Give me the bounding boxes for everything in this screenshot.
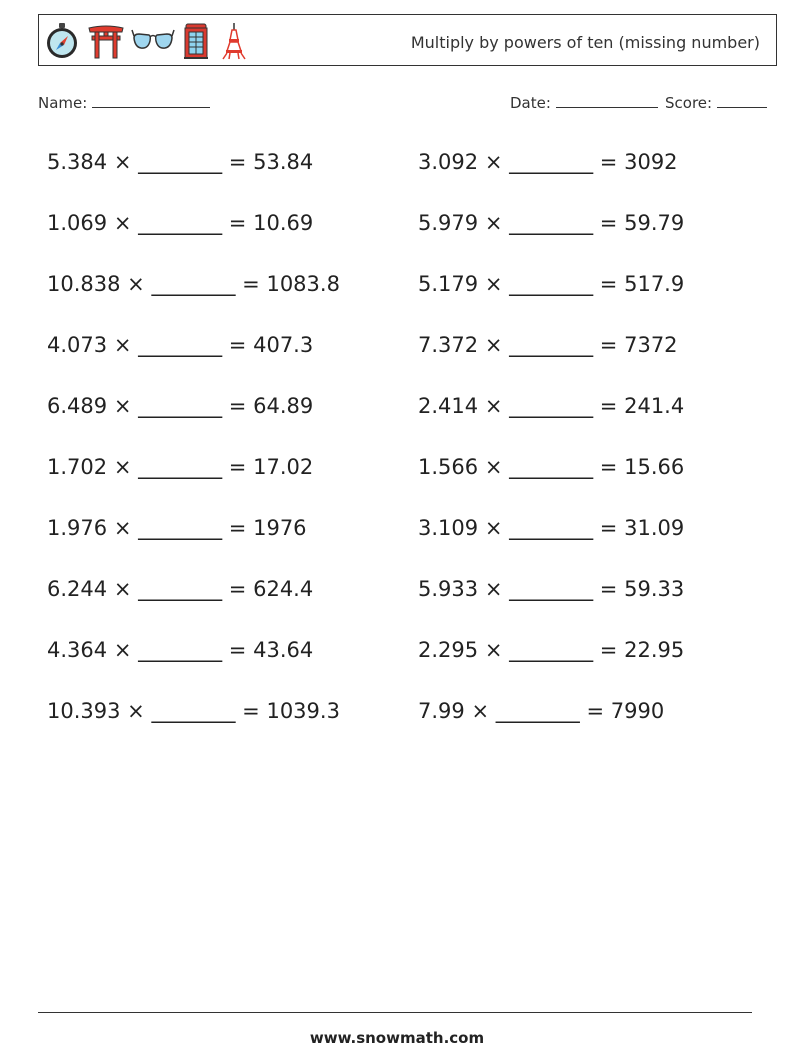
- multiply-sign: ×: [484, 394, 503, 418]
- answer-blank[interactable]: ________: [138, 211, 223, 235]
- sunglasses-icon: [131, 22, 175, 60]
- problem-row: [418, 272, 684, 296]
- answer-blank[interactable]: ________: [509, 333, 594, 357]
- equals-sign: =: [228, 638, 247, 662]
- problem-factor: 3.092: [418, 150, 479, 174]
- equals-sign: =: [599, 272, 618, 296]
- torii-gate-icon: [87, 22, 125, 60]
- answer-blank[interactable]: ________: [509, 516, 594, 540]
- problem-result: 1976: [253, 516, 307, 540]
- multiply-sign: ×: [113, 455, 132, 479]
- score-label: Score:: [665, 94, 713, 112]
- problem-factor: 4.073: [47, 333, 108, 357]
- problem-factor: 5.933: [418, 577, 479, 601]
- problem-result: 43.64: [253, 638, 314, 662]
- problem-result: 15.66: [624, 455, 685, 479]
- problem-row: [47, 455, 313, 479]
- name-blank[interactable]: [92, 93, 210, 108]
- tokyo-tower-icon: [217, 22, 251, 60]
- multiply-sign: ×: [484, 333, 503, 357]
- worksheet-header: [38, 14, 777, 66]
- problem-row: [47, 516, 307, 540]
- problem-result: 59.79: [624, 211, 685, 235]
- equals-sign: =: [599, 638, 618, 662]
- answer-blank[interactable]: ________: [138, 577, 223, 601]
- problem-row: [47, 638, 313, 662]
- equals-sign: =: [228, 577, 247, 601]
- problem-factor: 7.99: [418, 699, 465, 723]
- equals-sign: =: [228, 394, 247, 418]
- equals-sign: =: [228, 333, 247, 357]
- equals-sign: =: [228, 455, 247, 479]
- worksheet-title: Multiply by powers of ten (missing number): [410, 33, 760, 52]
- problem-factor: 5.179: [418, 272, 479, 296]
- equals-sign: =: [599, 394, 618, 418]
- problem-result: 1083.8: [266, 272, 340, 296]
- problem-result: 10.69: [253, 211, 314, 235]
- answer-blank[interactable]: ________: [138, 394, 223, 418]
- answer-blank[interactable]: ________: [138, 638, 223, 662]
- equals-sign: =: [228, 211, 247, 235]
- multiply-sign: ×: [113, 638, 132, 662]
- date-blank[interactable]: [556, 93, 658, 108]
- equals-sign: =: [599, 455, 618, 479]
- answer-blank[interactable]: ________: [138, 333, 223, 357]
- answer-blank[interactable]: ________: [509, 211, 594, 235]
- problem-row: [47, 150, 313, 174]
- equals-sign: =: [242, 699, 260, 723]
- problem-factor: 10.838: [47, 272, 121, 296]
- multiply-sign: ×: [113, 394, 132, 418]
- answer-blank[interactable]: ________: [509, 150, 594, 174]
- answer-blank[interactable]: ________: [138, 455, 223, 479]
- problem-result: 1039.3: [266, 699, 340, 723]
- problem-factor: 2.414: [418, 394, 479, 418]
- date-label: Date:: [510, 94, 551, 112]
- problem-row: [47, 394, 313, 418]
- date-field: [510, 93, 658, 112]
- problem-result: 17.02: [253, 455, 314, 479]
- answer-blank[interactable]: ________: [495, 699, 580, 723]
- problem-row: [418, 577, 684, 601]
- problem-result: 407.3: [253, 333, 314, 357]
- problem-row: [418, 333, 678, 357]
- problem-row: [47, 577, 313, 601]
- multiply-sign: ×: [113, 150, 132, 174]
- problem-factor: 5.384: [47, 150, 108, 174]
- compass-icon: [43, 22, 81, 60]
- answer-blank[interactable]: ________: [138, 150, 223, 174]
- answer-blank[interactable]: ________: [151, 272, 236, 296]
- multiply-sign: ×: [113, 333, 132, 357]
- score-blank[interactable]: [717, 93, 767, 108]
- problem-factor: 2.295: [418, 638, 479, 662]
- equals-sign: =: [599, 150, 618, 174]
- name-field: [38, 93, 210, 112]
- problem-result: 241.4: [624, 394, 685, 418]
- multiply-sign: ×: [484, 516, 503, 540]
- equals-sign: =: [228, 150, 247, 174]
- footer-divider: [38, 1012, 752, 1013]
- problem-result: 53.84: [253, 150, 314, 174]
- problem-row: [418, 455, 684, 479]
- phone-booth-icon: [181, 22, 211, 60]
- problem-result: 624.4: [253, 577, 314, 601]
- multiply-sign: ×: [484, 272, 503, 296]
- problem-result: 7372: [624, 333, 678, 357]
- multiply-sign: ×: [113, 516, 132, 540]
- answer-blank[interactable]: ________: [138, 516, 223, 540]
- name-label: Name:: [38, 94, 88, 112]
- answer-blank[interactable]: ________: [509, 272, 594, 296]
- problem-factor: 6.244: [47, 577, 108, 601]
- multiply-sign: ×: [113, 211, 132, 235]
- problem-row: [47, 699, 340, 723]
- problem-row: [47, 211, 313, 235]
- equals-sign: =: [599, 211, 618, 235]
- multiply-sign: ×: [127, 699, 145, 723]
- equals-sign: =: [242, 272, 260, 296]
- equals-sign: =: [599, 333, 618, 357]
- multiply-sign: ×: [113, 577, 132, 601]
- multiply-sign: ×: [471, 699, 490, 723]
- problem-factor: 1.976: [47, 516, 108, 540]
- problem-row: [418, 516, 684, 540]
- multiply-sign: ×: [484, 455, 503, 479]
- problem-row: [418, 638, 684, 662]
- answer-blank[interactable]: ________: [151, 699, 236, 723]
- problem-result: 3092: [624, 150, 678, 174]
- score-field: [665, 93, 767, 112]
- problem-result: 31.09: [624, 516, 685, 540]
- problem-row: [418, 394, 684, 418]
- problem-factor: 10.393: [47, 699, 121, 723]
- header-icons: [43, 21, 251, 61]
- multiply-sign: ×: [484, 577, 503, 601]
- answer-blank[interactable]: ________: [509, 394, 594, 418]
- problem-factor: 1.069: [47, 211, 108, 235]
- problem-factor: 4.364: [47, 638, 108, 662]
- multiply-sign: ×: [127, 272, 145, 296]
- equals-sign: =: [586, 699, 605, 723]
- problem-result: 7990: [610, 699, 665, 723]
- problem-row: [418, 211, 684, 235]
- problem-factor: 6.489: [47, 394, 108, 418]
- answer-blank[interactable]: ________: [509, 638, 594, 662]
- equals-sign: =: [599, 516, 618, 540]
- problem-factor: 7.372: [418, 333, 479, 357]
- answer-blank[interactable]: ________: [509, 455, 594, 479]
- problem-row: [47, 333, 313, 357]
- problem-factor: 1.566: [418, 455, 479, 479]
- problem-result: 59.33: [624, 577, 685, 601]
- equals-sign: =: [228, 516, 247, 540]
- problem-row: [418, 699, 664, 723]
- problem-result: 64.89: [253, 394, 314, 418]
- multiply-sign: ×: [484, 211, 503, 235]
- footer-url: www.snowmath.com: [309, 1029, 485, 1047]
- answer-blank[interactable]: ________: [509, 577, 594, 601]
- multiply-sign: ×: [484, 150, 503, 174]
- multiply-sign: ×: [484, 638, 503, 662]
- problem-factor: 1.702: [47, 455, 108, 479]
- problem-result: 517.9: [624, 272, 685, 296]
- problem-row: [47, 272, 340, 296]
- problem-row: [418, 150, 678, 174]
- problem-result: 22.95: [624, 638, 685, 662]
- equals-sign: =: [599, 577, 618, 601]
- problem-factor: 3.109: [418, 516, 479, 540]
- problem-factor: 5.979: [418, 211, 479, 235]
